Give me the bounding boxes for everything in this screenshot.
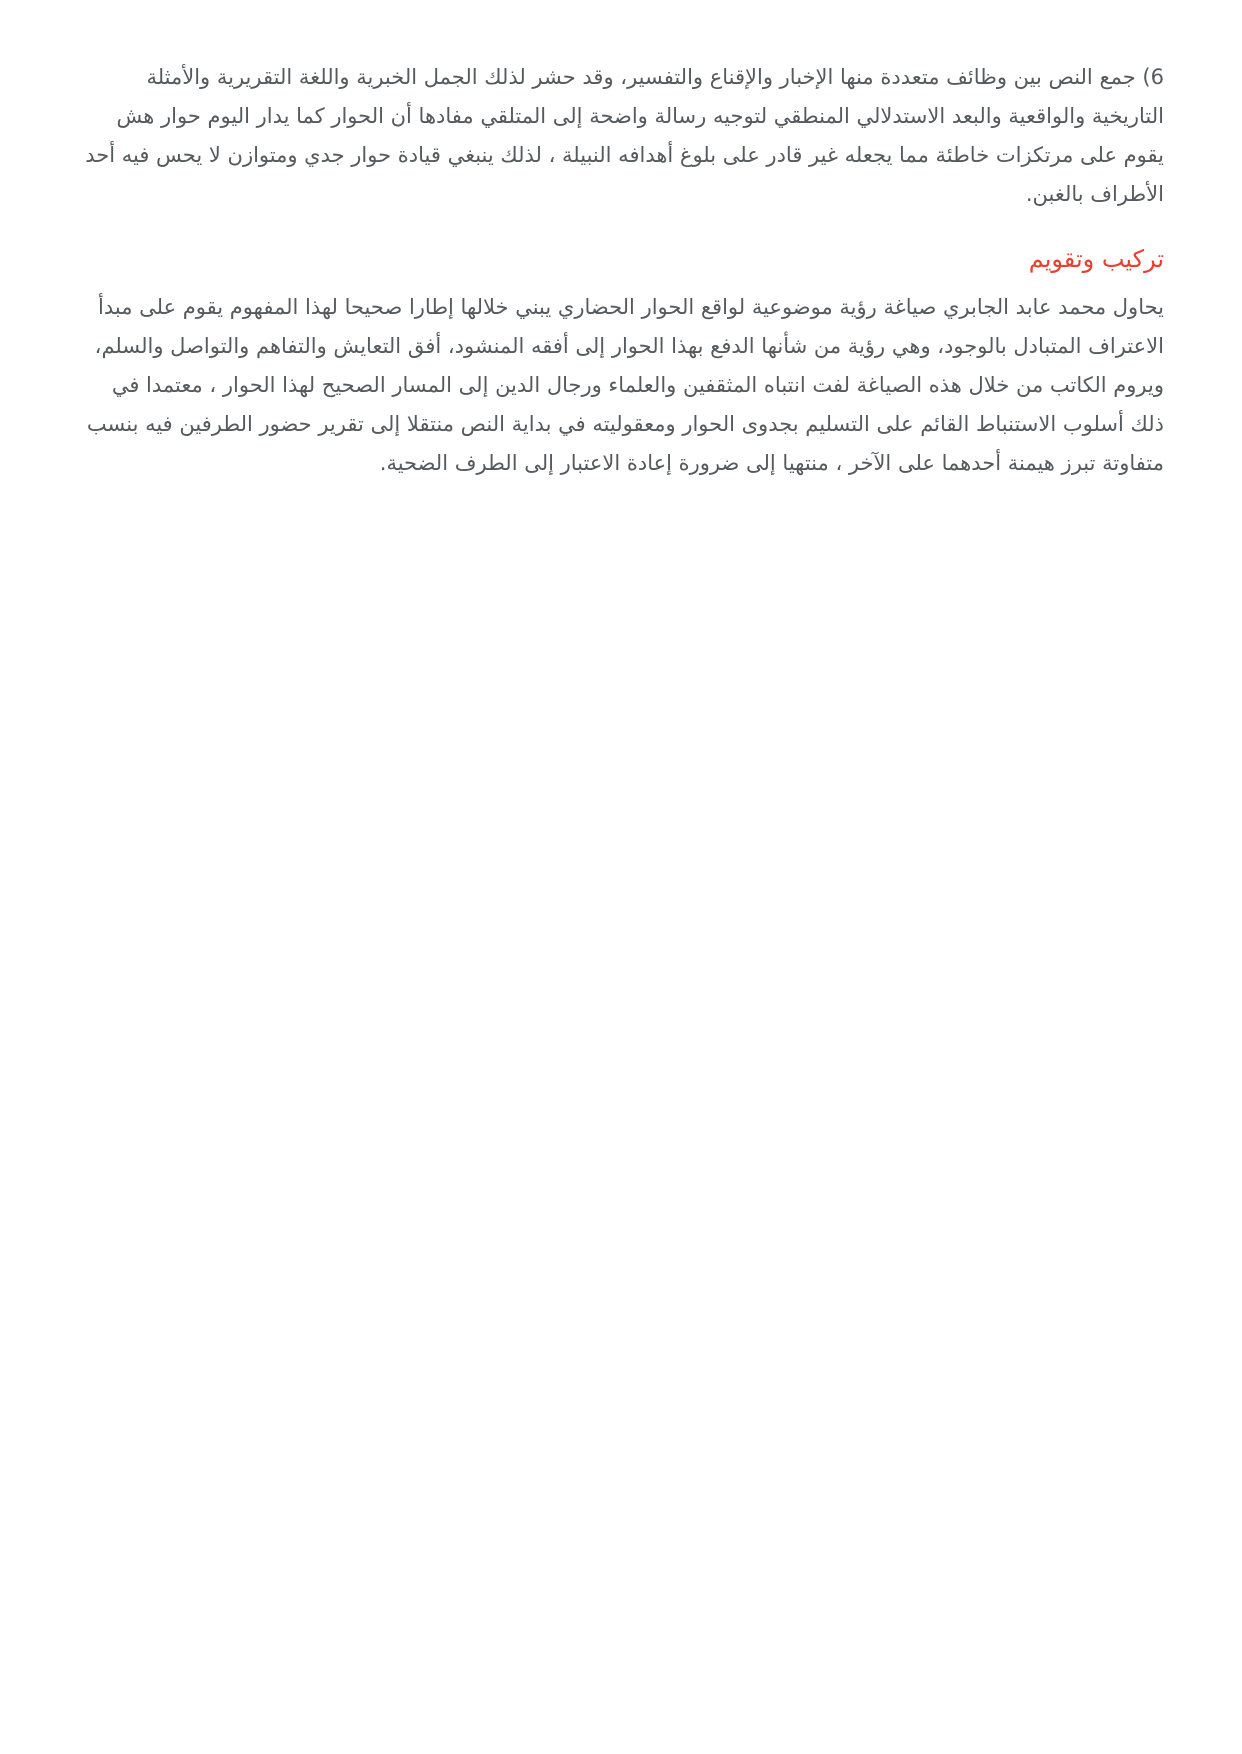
- intro-paragraph: 6) جمع النص بين وظائف متعددة منها الإخبار والإقناع والتفسير، وقد حشر لذلك الجمل الخبرية واللغة التقريرية والأمثلة التاريخية والواقعية والبعد الاستدلالي المنطقي لتوجيه رسالة واضحة إلى المتلقي مفادها أن الحوار كما يدار اليوم حوار هش يقوم على مرتكزات خاطئة مما يجعله غير قادر على بلوغ أهدافه النبيلة ، لذلك ينبغي قيادة حوار جدي ومتوازن لا يحس فيه أحد الأطراف بالغبن.: [85, 65, 1164, 206]
- section-heading: تركيب وتقويم: [1028, 245, 1164, 273]
- section-paragraph: يحاول محمد عابد الجابري صياغة رؤية موضوعية لواقع الحوار الحضاري يبني خلالها إطارا صحيحا لهذا المفهوم يقوم على مبدأ الاعتراف المتبادل بالوجود، وهي رؤية من شأنها الدفع بهذا الحوار إلى أفقه المنشود، أفق التعايش والتفاهم والتواصل والسلم، ويروم الكاتب من خلال هذه الصياغة لفت انتباه المثقفين والعلماء ورجال الدين إلى المسار الصحيح لهذا الحوار ، معتمدا في ذلك أسلوب الاستنباط القائم على التسليم بجدوى الحوار ومعقوليته في بداية النص منتقلا إلى تقرير حضور الطرفين فيه بنسب متفاوتة تبرز هيمنة أحدهما على الآخر ، منتهيا إلى ضرورة إعادة الاعتبار إلى الطرف الضحية.: [86, 295, 1164, 475]
